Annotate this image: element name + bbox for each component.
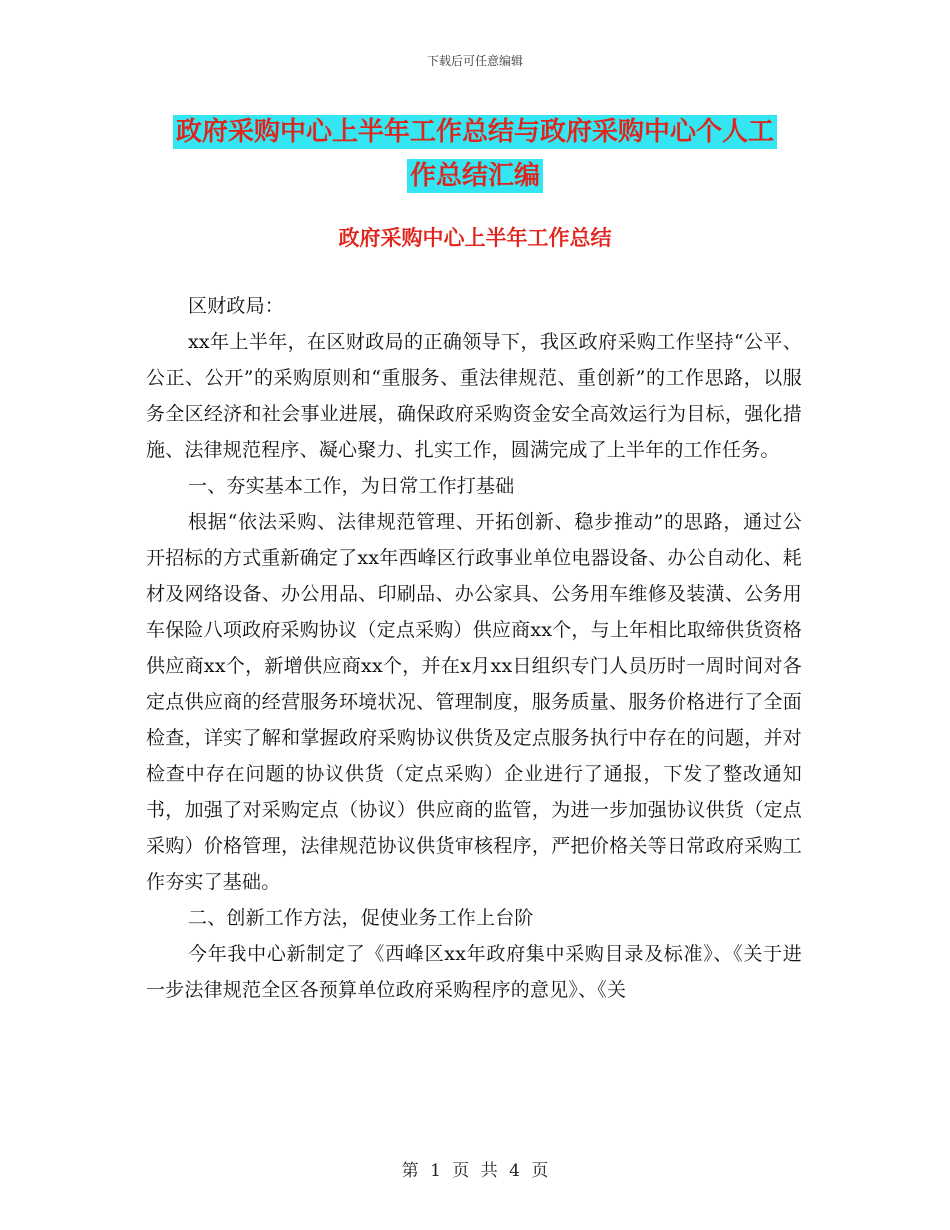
paragraph-intro: xx年上半年，在区财政局的正确领导下，我区政府采购工作坚持“公平、公正、公开”的采购原则和“重服务、重法律规范、重创新”的工作思路，以服务全区经济和社会事业进展，确保政府采购资金安全高效运行为目标，强化措施、法律规范程序、凝心聚力、扎实工作，圆满完成了上半年的工作任务。 (146, 331, 802, 461)
paragraph-one: 根据“依法采购、法律规范管理、开拓创新、稳步推动”的思路，通过公开招标的方式重新确定了xx年西峰区行政事业单位电器设备、办公自动化、耗材及网络设备、办公用品、印刷品、办公家具、公务用车维修及装潢、公务用车保险八项政府采购协议（定点采购）供应商xx个，与上年相比取缔供货资格供应商xx个，新增供应商xx个，并在x月xx日组织专门人员历时一周时间对各定点供应商的经营服务环境状况、管理制度，服务质量、服务价格进行了全面检查，详实了解和掌握政府采购协议供货及定点服务执行中存在的问题，并对检查中存在问题的协议供货（定点采购）企业进行了通报，下发了整改通知书，加强了对采购定点（协议）供应商的监管，为进一步加强协议供货（定点采购）价格管理，法律规范协议供货审核程序，严把价格关等日常政府采购工作夯实了基础。 (146, 511, 802, 893)
section-title: 政府采购中心上半年工作总结 (338, 226, 612, 250)
header-note: 下载后可任意编辑 (426, 54, 523, 68)
page-number: 第 1 页 共 4 页 (401, 1161, 549, 1181)
salutation: 区财政局： (188, 295, 285, 317)
title-line-1: 政府采购中心上半年工作总结与政府采购中心个人工 (173, 115, 777, 149)
document-title (140, 110, 810, 198)
heading-two: 二、创新工作方法，促使业务工作上台阶 (188, 907, 534, 929)
heading-one: 一、夯实基本工作，为日常工作打基础 (188, 475, 515, 497)
paragraph-two: 今年我中心新制定了《西峰区xx年政府集中采购目录及标准》、《关于进一步法律规范全区各预算单位政府采购程序的意见》、《关 (146, 943, 802, 1001)
document-body (146, 288, 802, 1008)
title-line-2: 作总结汇编 (407, 159, 543, 193)
